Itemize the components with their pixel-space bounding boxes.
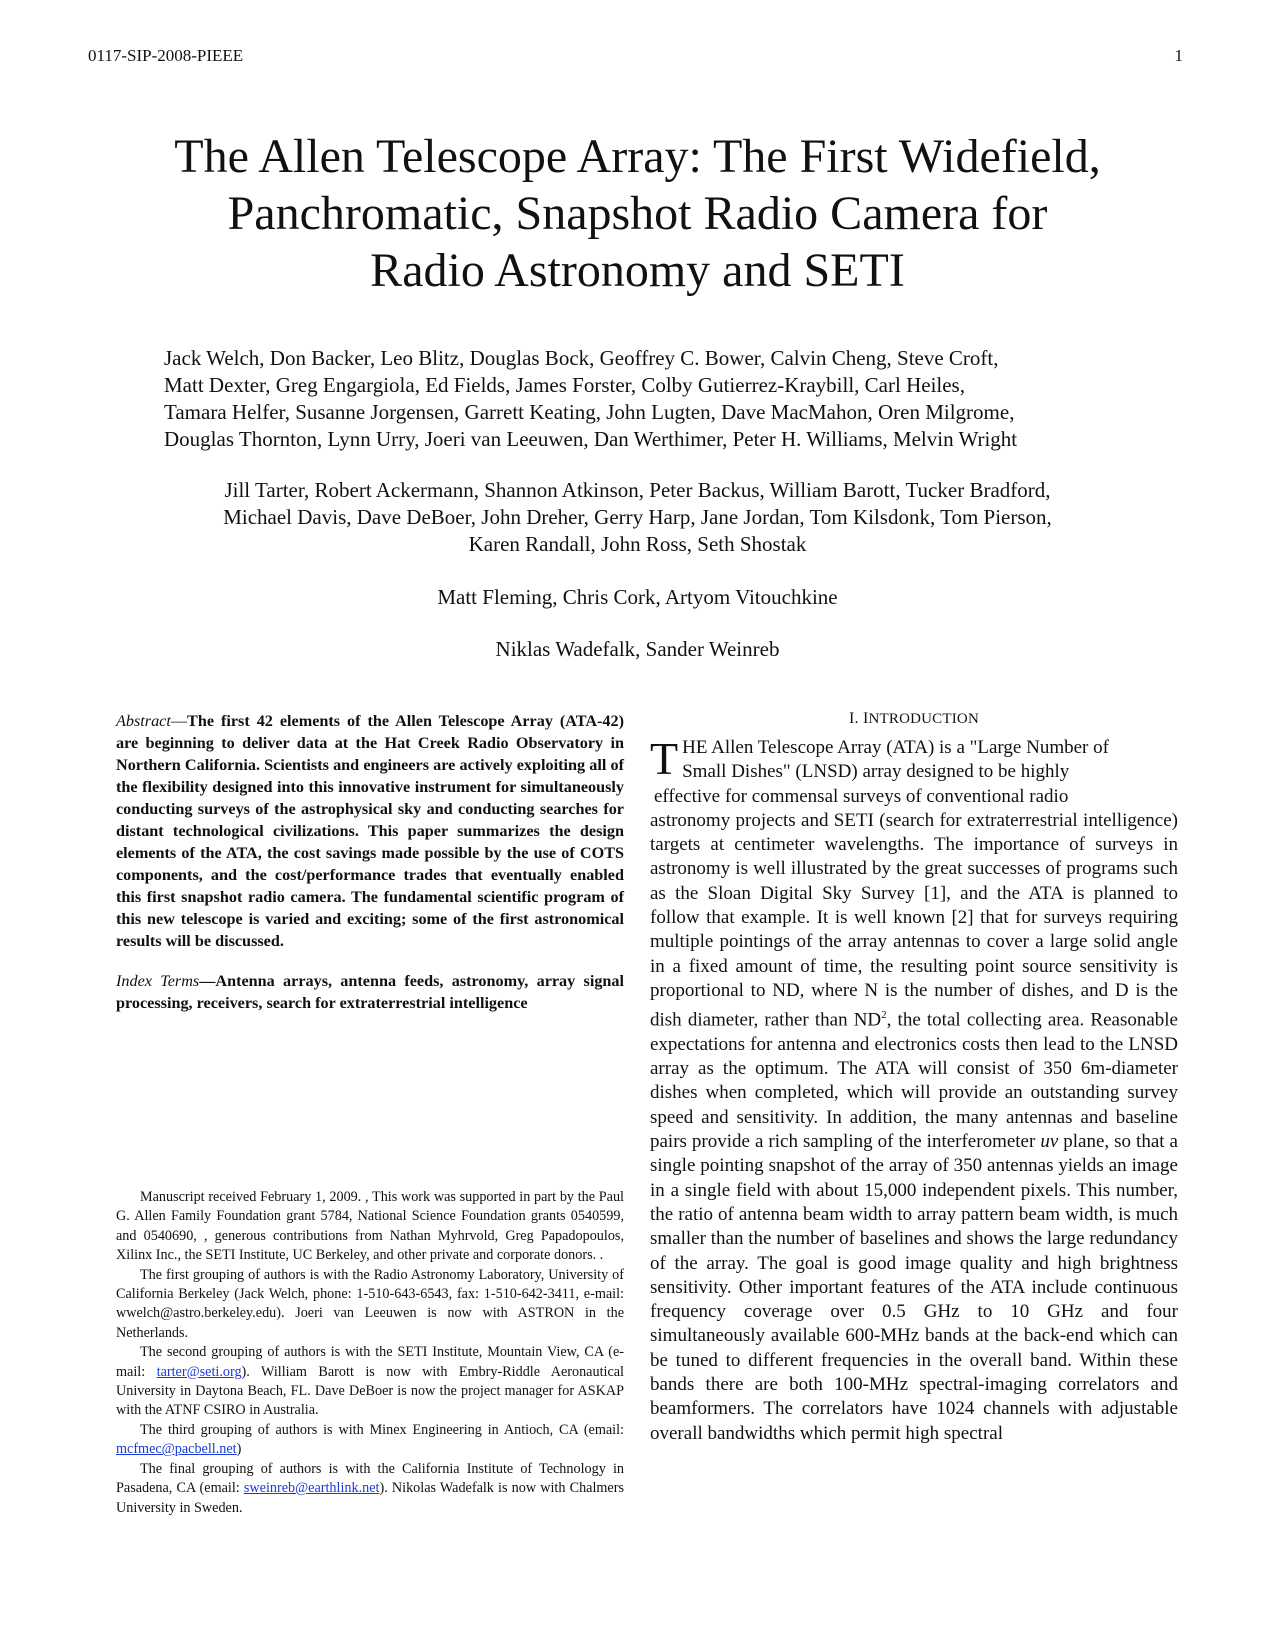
index-terms-body: Antenna arrays, antenna feeds, astronomy, array signal processing, receivers, search for extraterrestrial intelligence <box>116 972 625 1012</box>
abstract-body: The first 42 elements of the Allen Telescope Array (ATA-42) are beginning to deliver data at the Hat Creek Radio Observatory in Northern California. Scientists and engineers are actively exploiting all of the flexibility designed into this innovative instrument for simultaneously conducting surveys of the astrophysical sky and conducting searches for distant technological civilizations. This paper summarizes the design elements of the ATA, the cost savings made possible by the use of COTS components, and the cost/performance trades that eventually enabled this first snapshot radio camera. The fundamental scientific program of this new telescope is varied and exciting; some of the first astronomical results will be discussed. <box>116 712 624 950</box>
section-title-initial: I <box>862 710 869 727</box>
author-group-1 <box>164 345 1124 453</box>
footnote-third-group: The third grouping of authors is with Minex Engineering in Antioch, CA (email: mcfmec@pacbell.net) <box>116 1421 624 1458</box>
author-line: Matt Fleming, Chris Cork, Artyom Vitouchkine <box>437 585 838 609</box>
author-line: Douglas Thornton, Lynn Urry, Joeri van Leeuwen, Dan Werthimer, Peter H. Williams, Melvin Wright <box>164 427 1018 451</box>
right-column <box>650 710 1178 1446</box>
abstract <box>116 710 624 952</box>
page-number: 1 <box>1174 46 1183 65</box>
email-link-sweinreb[interactable]: sweinreb@earthlink.net <box>243 1480 380 1497</box>
author-line: Karen Randall, John Ross, Seth Shostak <box>468 532 807 556</box>
title-line-1: The Allen Telescope Array: The First Widefield, <box>174 130 1101 183</box>
section-heading-introduction <box>650 710 1178 728</box>
footnote-final-group: The final grouping of authors is with the California Institute of Technology in Pasadena, CA (email: sweinreb@earthlink.net). Nikolas Wadefalk is now with Chalmers University in Sweden. <box>116 1460 624 1516</box>
footnotes <box>116 1188 624 1518</box>
index-terms <box>116 970 624 1014</box>
introduction-text <box>650 733 1178 1446</box>
title-line-2: Panchromatic, Snapshot Radio Camera for <box>227 187 1048 240</box>
email-link-mcfmec[interactable]: mcfmec@pacbell.net <box>116 1441 237 1458</box>
intro-body-pre: astronomy projects and SETI (search for extraterrestrial intelligence) targets at centimeter wavelengths. The importance of surveys in astronomy is well illustrated by the great successes of programs such as the Sloan Digital Sky Survey [1], and the ATA is planned to follow that example. It is well known [2] that for surveys requiring multiple pointings of the array antennas to cover a large solid angle in a fixed amount of time, the resulting point source sensitivity is proportional to ND, where N is the number of dishes, and D is the dish diameter, rather than ND <box>650 809 1178 1031</box>
footnote-second-group: The second grouping of authors is with the SETI Institute, Mountain View, CA (e-mail: tarter@seti.org). William Barott is now with Embry-Riddle Aeronautical University in Daytona Beach, FL. Dave DeBoer is now the project manager for ASKAP with the ATNF CSIRO in Australia. <box>116 1344 624 1419</box>
section-title-rest: NTRODUCTION <box>868 711 979 727</box>
author-line: Niklas Wadefalk, Sander Weinreb <box>495 637 780 661</box>
email-link-tarter[interactable]: tarter@seti.org <box>156 1363 242 1380</box>
author-group-2 <box>100 477 1175 558</box>
intro-line-2: Small Dishes" (LNSD) array designed to be highly <box>682 761 1070 783</box>
abstract-dash: — <box>170 712 188 730</box>
author-group-3 <box>100 584 1175 611</box>
running-header-doc-id: 0117-SIP-2008-PIEEE <box>88 46 244 65</box>
section-number: I. <box>849 710 859 727</box>
drop-cap: T <box>650 733 679 784</box>
author-line: Tamara Helfer, Susanne Jorgensen, Garrett Keating, John Lugten, Dave MacMahon, Oren Milgrome, <box>164 400 1015 424</box>
author-group-4 <box>100 636 1175 663</box>
paper-title <box>100 128 1175 299</box>
footnote-manuscript: Manuscript received February 1, 2009. , This work was supported in part by the Paul G. Allen Family Foundation grant 5784, National Science Foundation grants 0540599, and 0540690, , generous contributions from Nathan Myhrvold, Greg Papadopoulos, Xilinx Inc., the SETI Institute, UC Berkeley, and other private and corporate donors. . <box>116 1189 624 1264</box>
title-line-3: Radio Astronomy and SETI <box>370 244 905 297</box>
index-terms-label: Index Terms <box>116 972 200 990</box>
footnote-first-group: The first grouping of authors is with the Radio Astronomy Laboratory, University of California Berkeley (Jack Welch, phone: 1-510-643-6543, fax: 1-510-642-3411, e-mail: wwelch@astro.berkeley.edu). Joeri van Leeuwen is now with ASTRON in the Netherlands. <box>116 1266 624 1341</box>
superscript: 2 <box>881 1009 887 1022</box>
author-line: Jill Tarter, Robert Ackermann, Shannon Atkinson, Peter Backus, William Barott, Tucker Bradford, <box>224 478 1051 502</box>
author-line: Jack Welch, Don Backer, Leo Blitz, Douglas Bock, Geoffrey C. Bower, Calvin Cheng, Steve Croft, <box>164 346 999 370</box>
abstract-label: Abstract <box>116 712 171 730</box>
author-line: Matt Dexter, Greg Engargiola, Ed Fields, James Forster, Colby Gutierrez-Kraybill, Carl Heiles, <box>164 373 965 397</box>
intro-body-mid: , the total collecting area. Reasonable expectations for antenna and electronics costs then lead to the LNSD array as the optimum. The ATA will consist of 350 6m-diameter dishes when completed, which will provide an outstanding survey speed and sensitivity. In addition, the many antennas and baseline pairs provide a rich sampling of the interferometer <box>650 1009 1178 1153</box>
intro-line-3: effective for commensal surveys of conventional radio <box>654 785 1069 807</box>
author-line: Michael Davis, Dave DeBoer, John Dreher, Gerry Harp, Jane Jordan, Tom Kilsdonk, Tom Pierson, <box>223 505 1052 529</box>
intro-italic-uv: uv <box>1040 1131 1059 1153</box>
intro-line-1: HE Allen Telescope Array (ATA) is a "Large Number of <box>682 737 1109 758</box>
index-terms-dash: — <box>199 972 216 990</box>
intro-body-post: plane, so that a single pointing snapshot of the array of 350 antennas yields an image in a single field with about 15,000 independent pixels. This number, the ratio of antenna beam width to array pattern beam width, is much smaller than the number of baselines and shows the large redundancy of the array. The goal is good image quality and high brightness sensitivity. Other important features of the ATA include continuous frequency coverage over 0.5 GHz to 10 GHz and four simultaneously available 600-MHz bands at the back-end which can be tuned to different frequencies in the overall band. Within these bands there are both 100-MHz spectral-imaging correlators and beamformers. The correlators have 1024 channels with adjustable overall bandwidths which permit high spectral <box>650 1131 1178 1444</box>
left-column <box>116 710 624 1014</box>
